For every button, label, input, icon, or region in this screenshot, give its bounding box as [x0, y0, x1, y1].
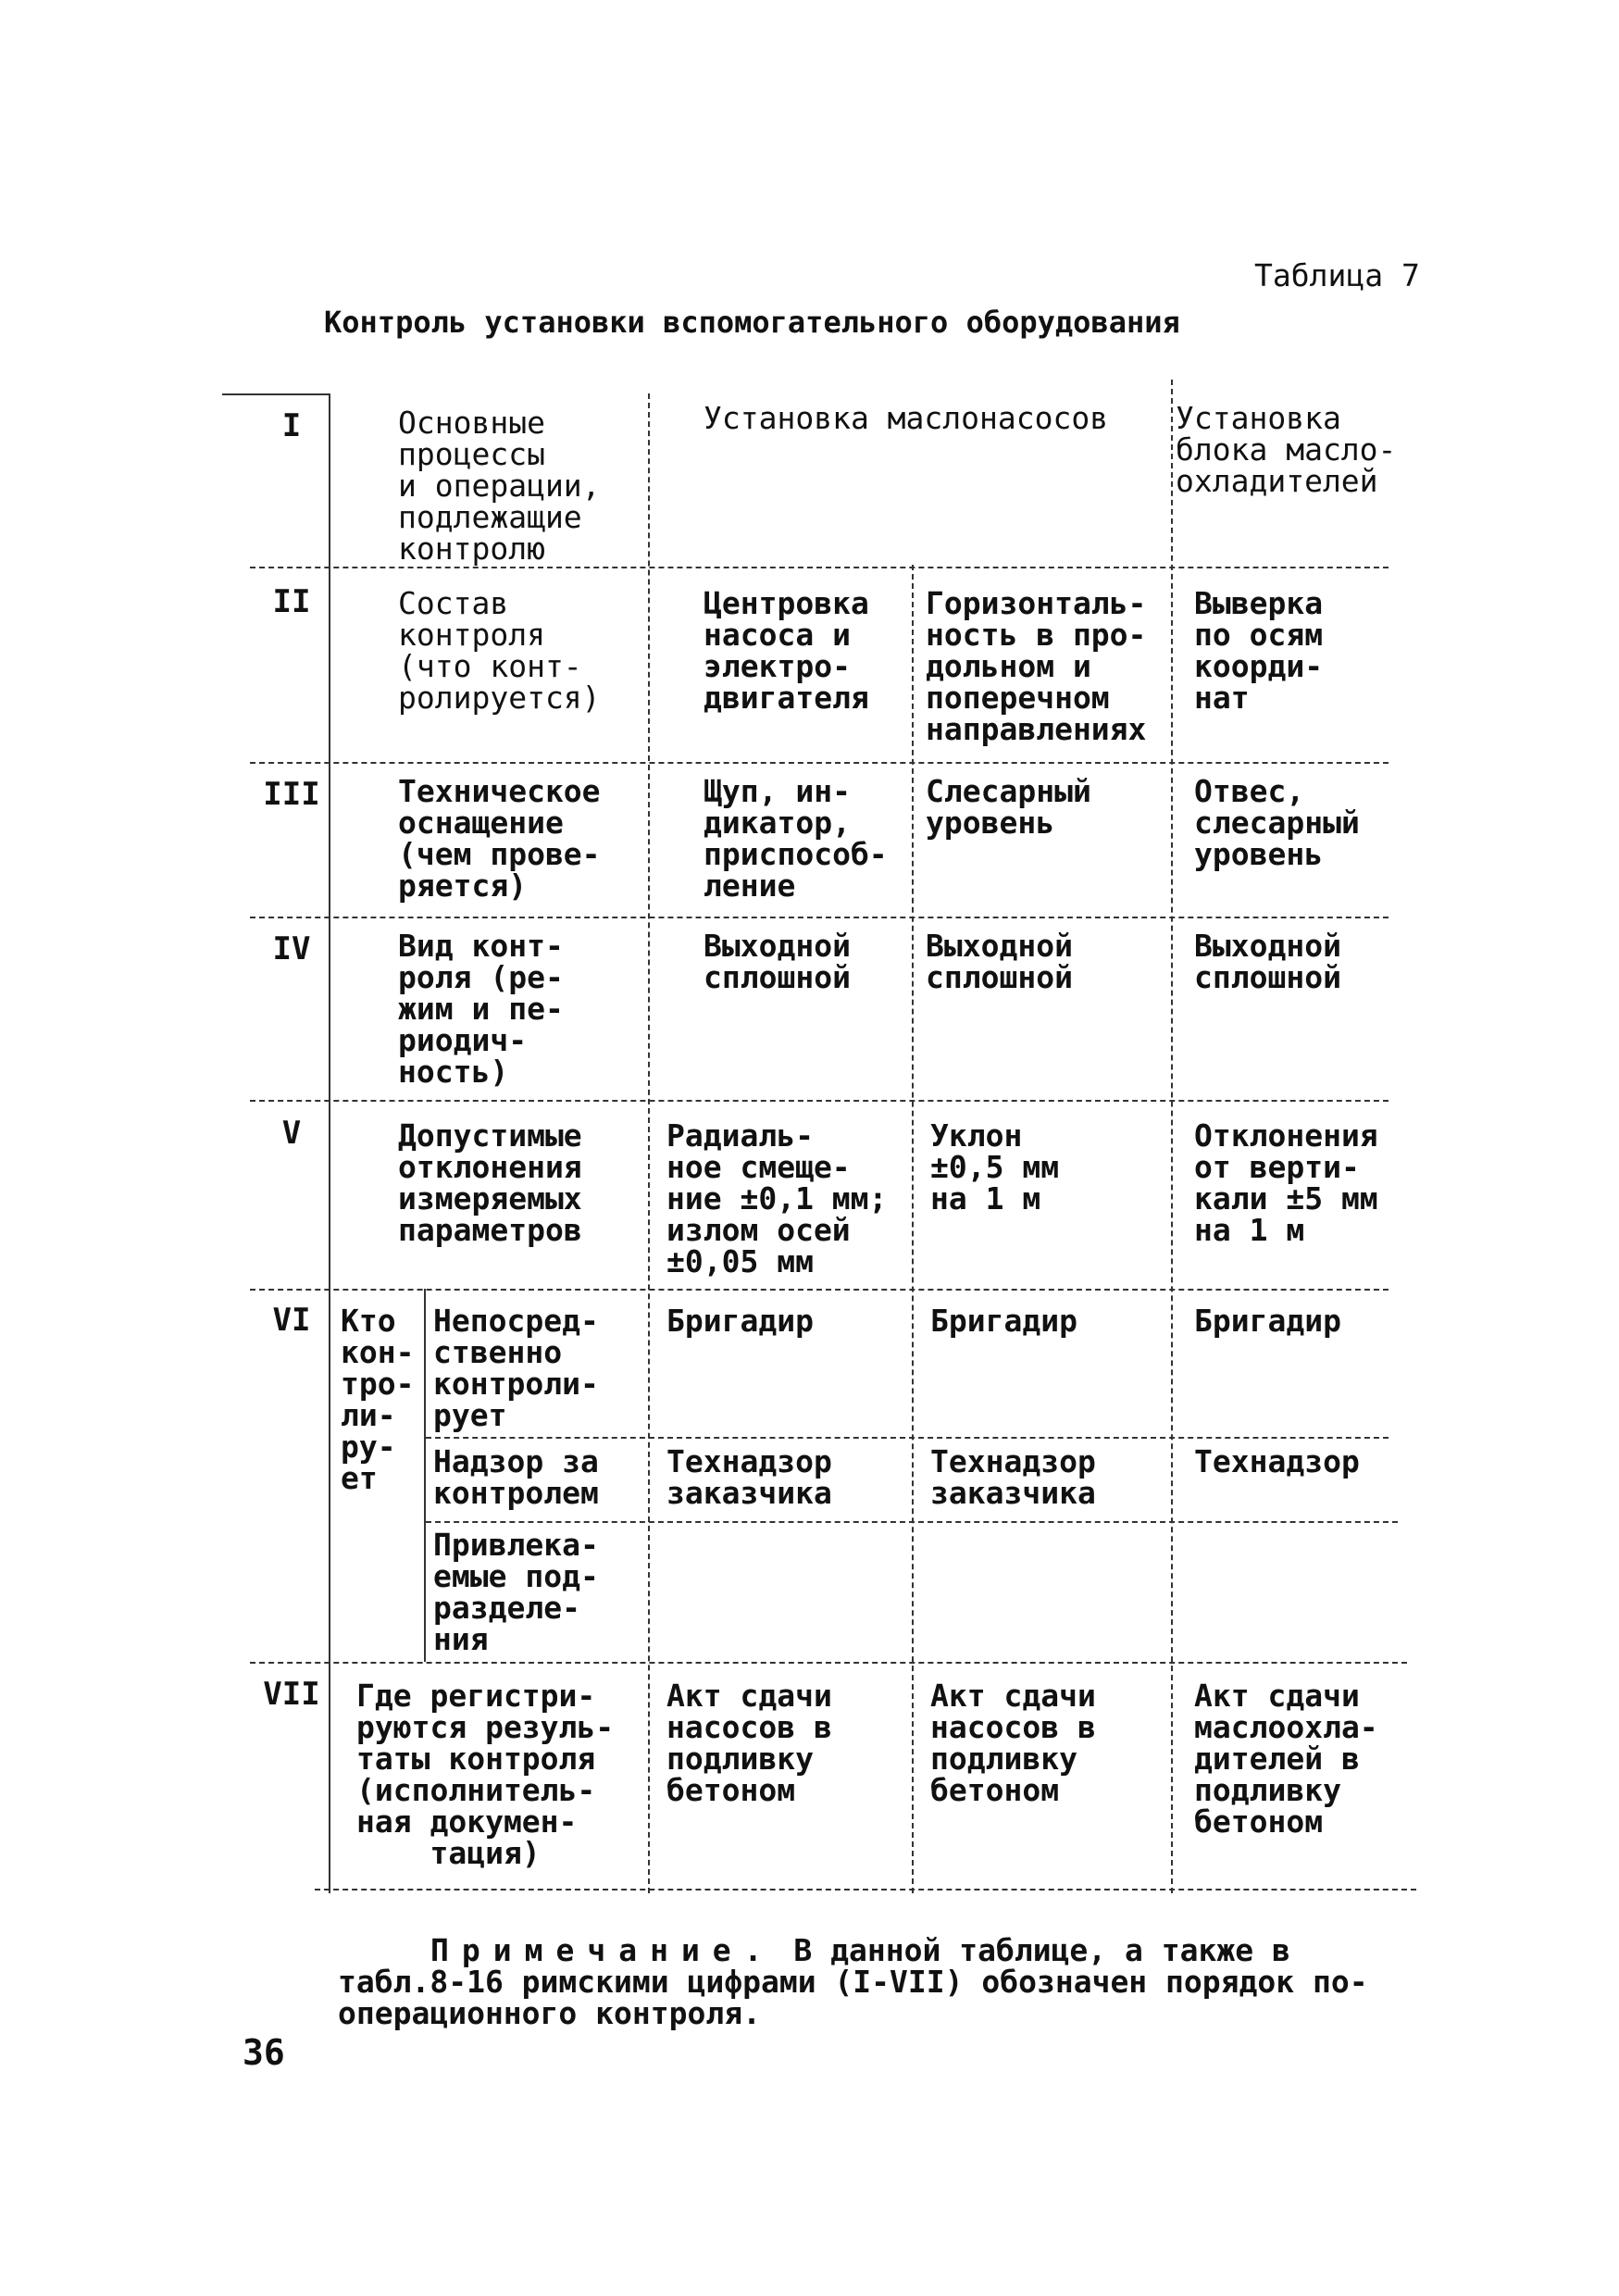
row-2-label: Состав контроля (что конт- ролируется)	[398, 585, 601, 716]
row-7-c3: Акт сдачи маслоохла- дителей в подливку бетоном	[1194, 1678, 1378, 1840]
row-3-label: Техническое оснащение (чем прове- ряется)	[398, 773, 601, 904]
table-title: Контроль установки вспомогательного оборудования	[324, 305, 1180, 340]
row-divider-4	[250, 1100, 1389, 1102]
row-divider-2	[250, 762, 1389, 764]
table-top-rule	[222, 393, 329, 395]
row-6b-c1: Технадзор заказчика	[666, 1443, 832, 1511]
row-divider-6	[250, 1662, 1407, 1664]
row-6a-c1: Бригадир	[666, 1303, 814, 1339]
row-6b-c2: Технадзор заказчика	[930, 1443, 1096, 1511]
table-bottom-rule	[315, 1889, 1416, 1890]
row-num-6: VI	[272, 1302, 311, 1339]
row-5-c1: Радиаль- ное смеще- ние ±0,1 мм; излом осей ±0,05 мм	[666, 1117, 888, 1279]
row-2-c2: Горизонталь- ность в про- дольном и поперечном направлениях	[926, 585, 1147, 747]
table-number: Таблица 7	[1254, 257, 1420, 293]
table-note	[338, 1932, 1393, 2031]
row-5-c2: Уклон ±0,5 мм на 1 м	[930, 1117, 1060, 1217]
row-num-3: III	[263, 776, 320, 813]
row-divider-5	[250, 1289, 1389, 1291]
row-4-label: Вид конт- роля (ре- жим и пе- риодич- ность)	[398, 928, 564, 1090]
row-4-c3: Выходной сплошной	[1194, 928, 1341, 995]
row-3-c1: Щуп, ин- дикатор, приспособ- ление	[704, 773, 888, 904]
row-1-c3: Установка блока масло- охладителей	[1176, 400, 1397, 499]
row-divider-6b	[426, 1521, 1398, 1523]
note-heading: Примечание.	[430, 1932, 776, 1968]
row-1-c1: Установка маслонасосов	[704, 400, 1109, 436]
row-3-c2: Слесарный уровень	[926, 773, 1091, 841]
col-divider-label	[648, 393, 650, 1893]
row-divider-1	[250, 567, 1389, 568]
page-number: 36	[243, 2032, 285, 2073]
row-num-1: I	[281, 407, 302, 444]
row-num-5: V	[281, 1115, 302, 1152]
row-6a-label: Непосред- ственно контроли- рует	[433, 1303, 599, 1433]
row-4-c1: Выходной сплошной	[704, 928, 851, 995]
col-divider-c1	[912, 565, 914, 1893]
row-6-who: Кто кон- тро- ли- ру- ет	[341, 1303, 415, 1496]
row-divider-6a	[426, 1437, 1389, 1439]
row-7-c2: Акт сдачи насосов в подливку бетоном	[930, 1678, 1096, 1808]
col-divider-c2	[1171, 380, 1173, 1893]
row-num-2: II	[272, 583, 311, 620]
row-5-label: Допустимые отклонения измеряемых параметров	[398, 1117, 582, 1248]
row-6b-c3: Технадзор	[1194, 1443, 1360, 1479]
row-4-c2: Выходной сплошной	[926, 928, 1073, 995]
row-2-c1: Центровка насоса и электро- двигателя	[704, 585, 869, 716]
row-6c-label: Привлека- емые под- разделе- ния	[433, 1527, 599, 1657]
row-divider-3	[250, 917, 1389, 918]
col-divider-who	[424, 1289, 426, 1662]
row-6b-label: Надзор за контролем	[433, 1443, 599, 1511]
row-5-c3: Отклонения от верти- кали ±5 мм на 1 м	[1194, 1117, 1378, 1248]
row-num-4: IV	[272, 930, 311, 967]
row-2-c3: Выверка по осям коорди- нат	[1194, 585, 1324, 716]
row-1-label: Основные процессы и операции, подлежащие контролю	[398, 405, 601, 567]
row-6a-c2: Бригадир	[930, 1303, 1077, 1339]
row-7-label: Где регистри- руются резуль- таты контроля (исполнитель- ная докумен- тация)	[356, 1678, 615, 1871]
row-7-c1: Акт сдачи насосов в подливку бетоном	[666, 1678, 832, 1808]
row-num-7: VII	[263, 1676, 320, 1713]
row-6a-c3: Бригадир	[1194, 1303, 1341, 1339]
note-text: В данной таблице, а также в табл.8-16 римскими цифрами (I-VII) обозначен порядок по- операционного контроля.	[338, 1932, 1368, 2031]
row-3-c3: Отвес, слесарный уровень	[1194, 773, 1360, 872]
